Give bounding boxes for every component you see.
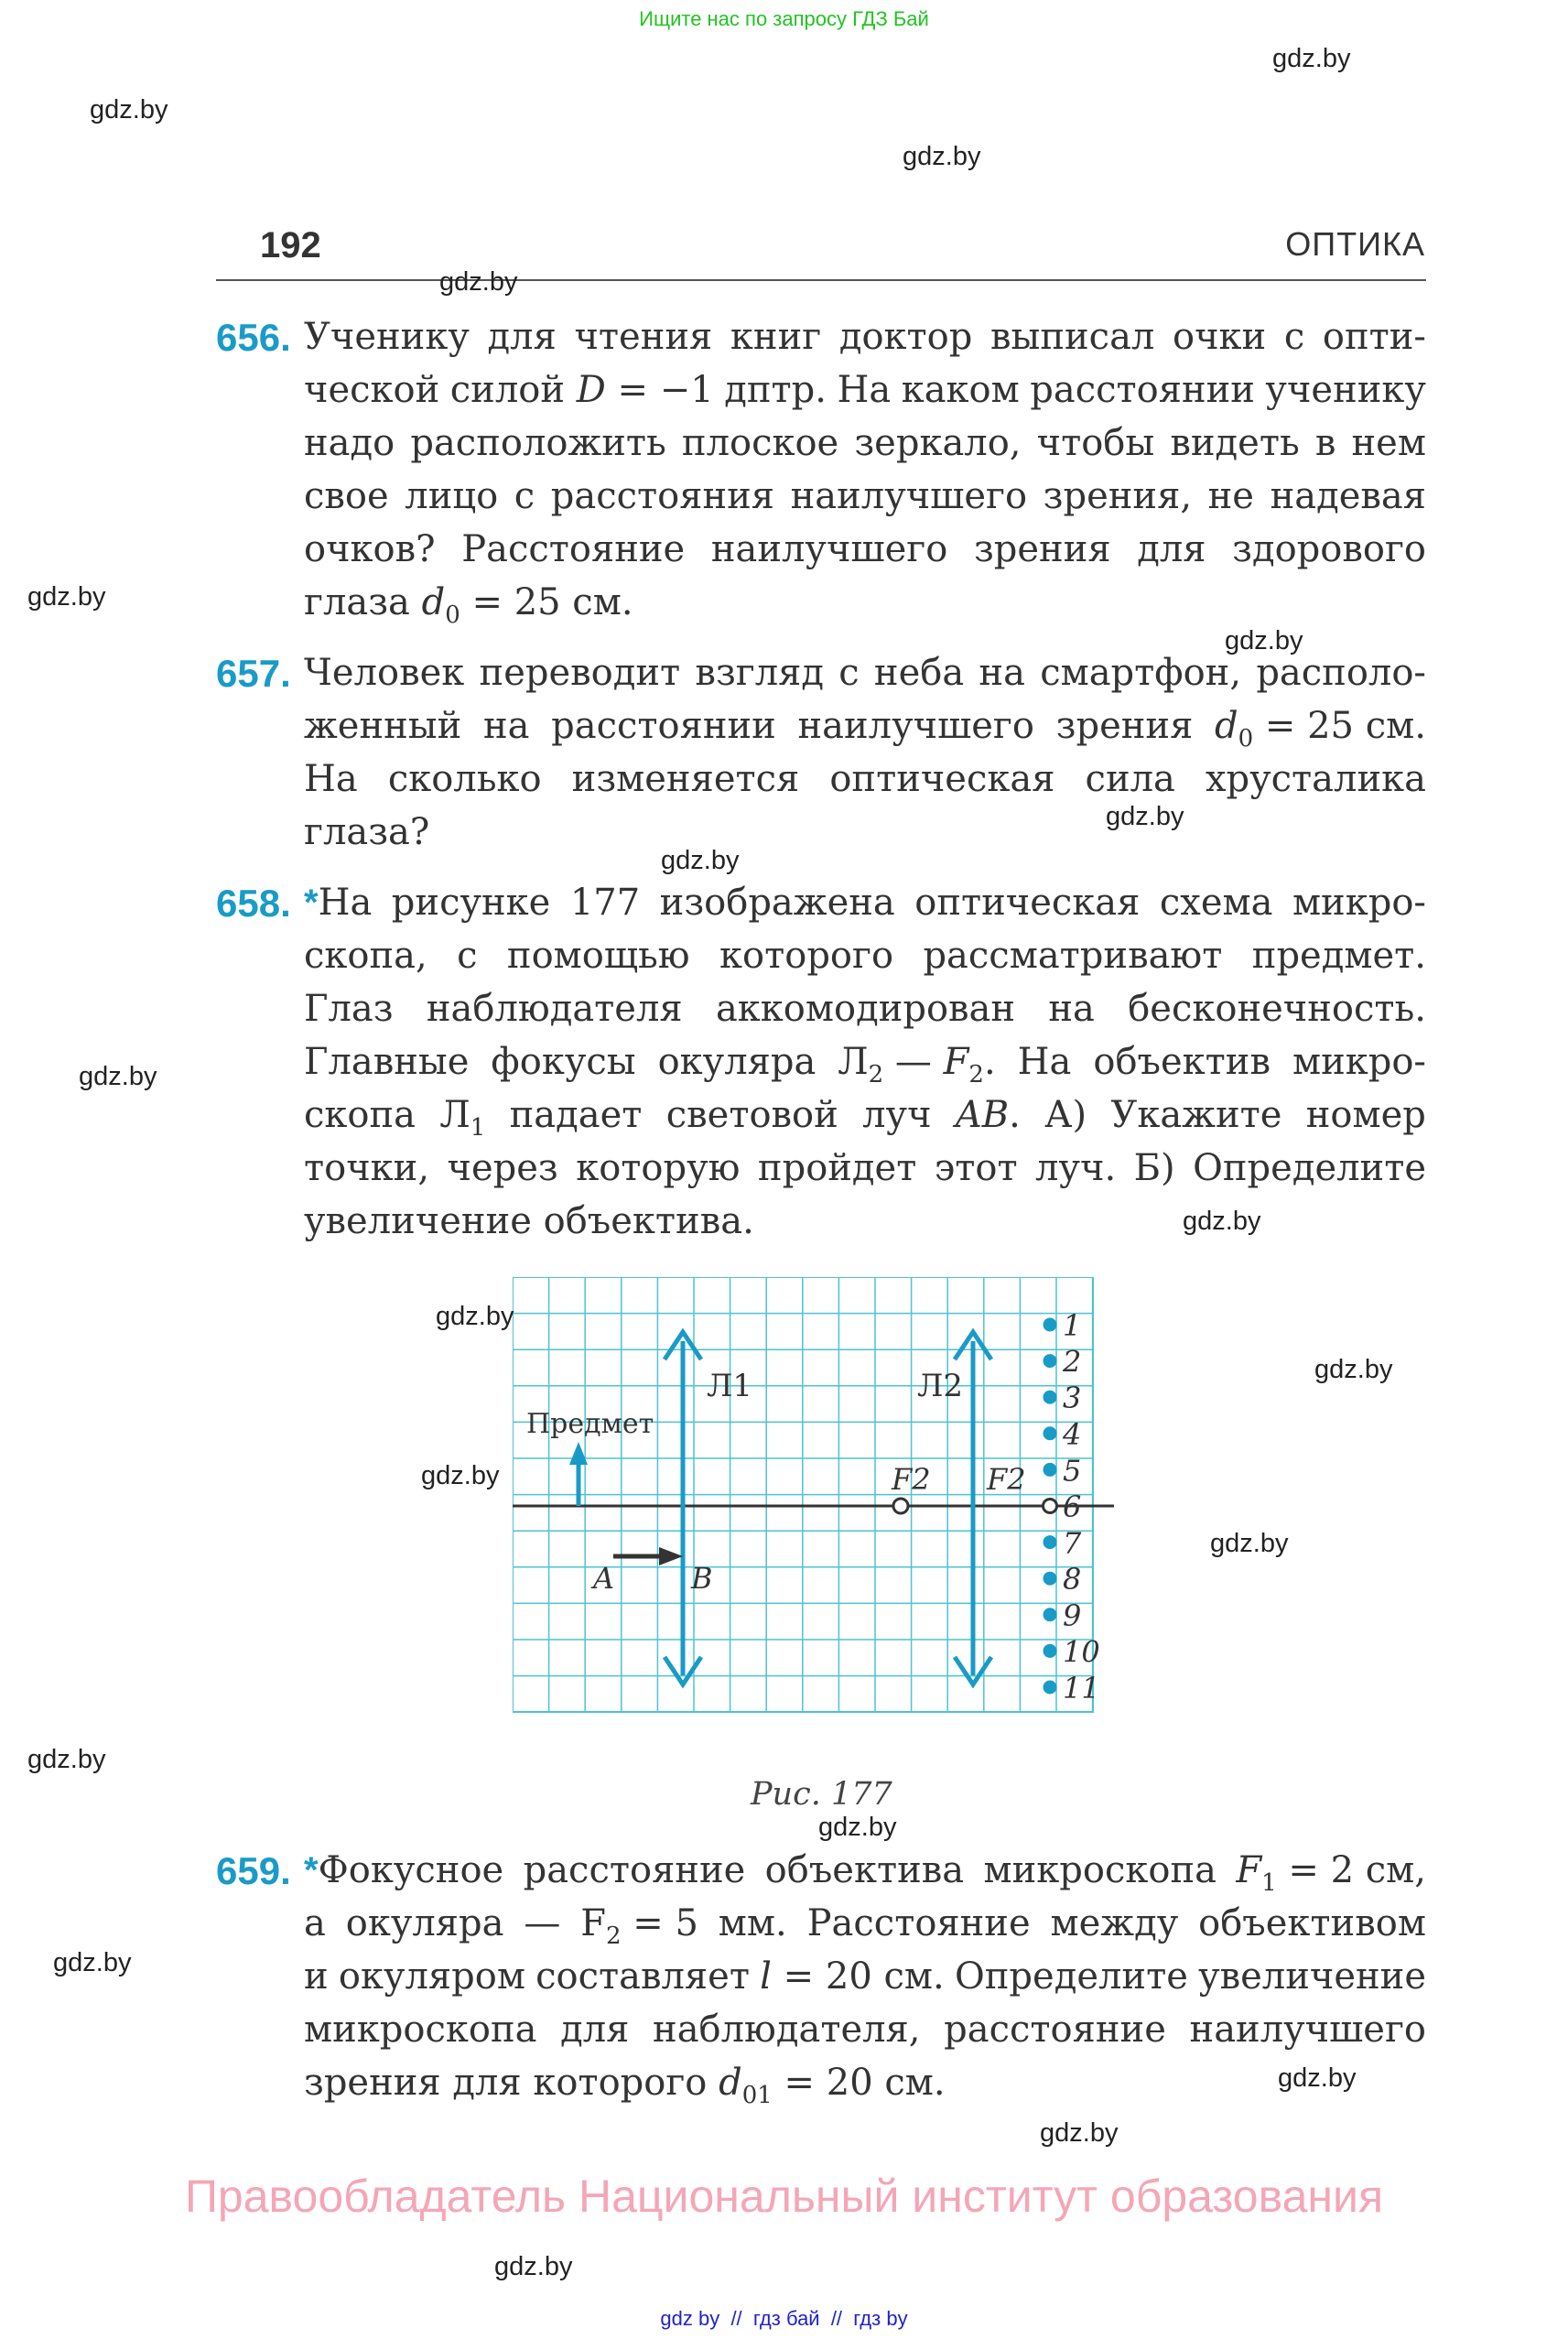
task-line: а окуляра — $F_2 = 5$ мм. Расстояние между объективом <box>304 1902 1426 1950</box>
point-2 <box>1044 1354 1057 1368</box>
point-label-1: 1 <box>1063 1308 1082 1343</box>
point-8 <box>1044 1572 1057 1586</box>
point-label-8: 8 <box>1063 1562 1082 1597</box>
point-b-label: B <box>691 1561 713 1596</box>
task-line: надо расположить плоское зеркало, чтобы видеть в нем <box>304 422 1426 464</box>
point-7 <box>1044 1535 1057 1549</box>
focus-label-right: F2 <box>987 1462 1026 1497</box>
watermark: gdz.by <box>1040 2118 1119 2148</box>
lens-1 <box>665 1332 701 1684</box>
watermark: gdz.by <box>1272 44 1351 73</box>
watermark: gdz.by <box>436 1302 514 1331</box>
watermark: gdz.by <box>903 142 981 171</box>
task-line: и окуляром составляет l = 20 см. Определите увеличение <box>304 1955 1426 1998</box>
task-line: *На рисунке 177 изображена оптическая схема микро- <box>304 882 1426 924</box>
watermark: gdz.by <box>90 95 168 125</box>
task-line: ческой силой D = −1 дптр. На каком расстоянии ученику <box>304 369 1426 411</box>
section-title: ОПТИКА <box>1285 225 1425 263</box>
task-line: *Фокусное расстояние объектива микроскопа $F_1 = 2$ см, <box>304 1849 1426 1897</box>
point-1 <box>1044 1318 1057 1332</box>
point-label-3: 3 <box>1063 1381 1082 1416</box>
figure-caption: Рис. 177 <box>751 1776 892 1813</box>
point-a-label: A <box>593 1561 615 1596</box>
watermark: gdz.by <box>1106 802 1184 831</box>
star-marker: * <box>304 883 319 923</box>
watermark: gdz.by <box>79 1062 157 1091</box>
watermark: gdz.by <box>27 582 106 612</box>
figure-177 <box>513 1277 1135 1753</box>
point-4 <box>1044 1426 1057 1440</box>
point-label-9: 9 <box>1063 1597 1082 1633</box>
watermark: gdz.by <box>661 846 740 875</box>
watermark: gdz.by <box>1210 1529 1289 1558</box>
task-number: 657. <box>216 652 291 695</box>
point-label-7: 7 <box>1063 1525 1082 1561</box>
header-divider <box>216 279 1426 281</box>
point-label-6: 6 <box>1063 1489 1082 1524</box>
top-search-link[interactable]: Ищите нас по запросу ГДЗ Бай <box>639 7 929 30</box>
task-line: точки, через которую пройдет этот луч. Б) Определите <box>304 1147 1426 1189</box>
task-line: Ученику для чтения книг доктор выписал очки с опти- <box>304 316 1426 358</box>
task-line: Главные фокусы окуляра $Л_2$ — $F_2$. На объектив микро- <box>304 1041 1426 1088</box>
point-label-2: 2 <box>1063 1344 1082 1380</box>
focus-point-left <box>893 1499 908 1513</box>
task-line: На сколько изменяется оптическая сила хрусталика <box>304 758 1426 800</box>
rights-holder: Правообладатель Национальный институт образования <box>184 2171 1384 2222</box>
lens-2-label: Л2 <box>917 1368 964 1404</box>
point-6 <box>1044 1500 1057 1513</box>
ray-ab <box>613 1547 683 1565</box>
point-11 <box>1044 1681 1057 1695</box>
point-3 <box>1044 1391 1057 1404</box>
bottom-links[interactable]: gdz by // гдз бай // гдз by <box>660 2307 908 2330</box>
watermark: gdz.by <box>439 267 518 297</box>
task-line: скопа $Л_1$ падает световой луч AB. А) Укажите номер <box>304 1094 1426 1142</box>
page-number: 192 <box>260 225 321 265</box>
task-line: глаза? <box>304 811 430 853</box>
task-number: 658. <box>216 882 291 925</box>
watermark: gdz.by <box>1314 1355 1393 1384</box>
point-label-4: 4 <box>1063 1416 1082 1452</box>
object-label: Предмет <box>526 1408 654 1440</box>
task-line: скопа, с помощью которого рассматривают предмет. <box>304 935 1426 977</box>
watermark: gdz.by <box>53 1948 132 1977</box>
point-5 <box>1044 1463 1057 1477</box>
point-label-10: 10 <box>1063 1634 1100 1670</box>
task-line: женный на расстоянии наилучшего зрения $d_0 = 25$ см. <box>304 705 1426 753</box>
watermark: gdz.by <box>818 1813 897 1842</box>
watermark: gdz.by <box>421 1461 500 1490</box>
watermark: gdz.by <box>27 1745 106 1774</box>
watermark: gdz.by <box>1225 626 1303 655</box>
point-9 <box>1044 1608 1057 1621</box>
task-number: 659. <box>216 1849 291 1892</box>
point-label-11: 11 <box>1063 1671 1100 1706</box>
task-line: Человек переводит взгляд с неба на смартфон, располо- <box>304 652 1426 694</box>
star-marker: * <box>304 1850 319 1890</box>
task-line: микроскопа для наблюдателя, расстояние наилучшего <box>304 2009 1426 2051</box>
watermark: gdz.by <box>494 2252 573 2281</box>
task-line: очков? Расстояние наилучшего зрения для здорового <box>304 528 1426 570</box>
watermark: gdz.by <box>1183 1207 1261 1236</box>
task-line: свое лицо с расстояния наилучшего зрения, не надевая <box>304 475 1426 517</box>
watermark: gdz.by <box>1278 2063 1357 2093</box>
point-10 <box>1044 1644 1057 1658</box>
task-line: увеличение объектива. <box>304 1200 754 1242</box>
focus-label-left: F2 <box>892 1462 931 1497</box>
task-line: зрения для которого $d_{01} = 20$ см. <box>304 2062 946 2109</box>
lens-1-label: Л1 <box>707 1368 753 1404</box>
point-label-5: 5 <box>1063 1453 1082 1489</box>
task-line: глаза $d_0 = 25$ см. <box>304 581 633 629</box>
task-number: 656. <box>216 316 291 359</box>
task-line: Глаз наблюдателя аккомодирован на бесконечность. <box>304 988 1426 1030</box>
